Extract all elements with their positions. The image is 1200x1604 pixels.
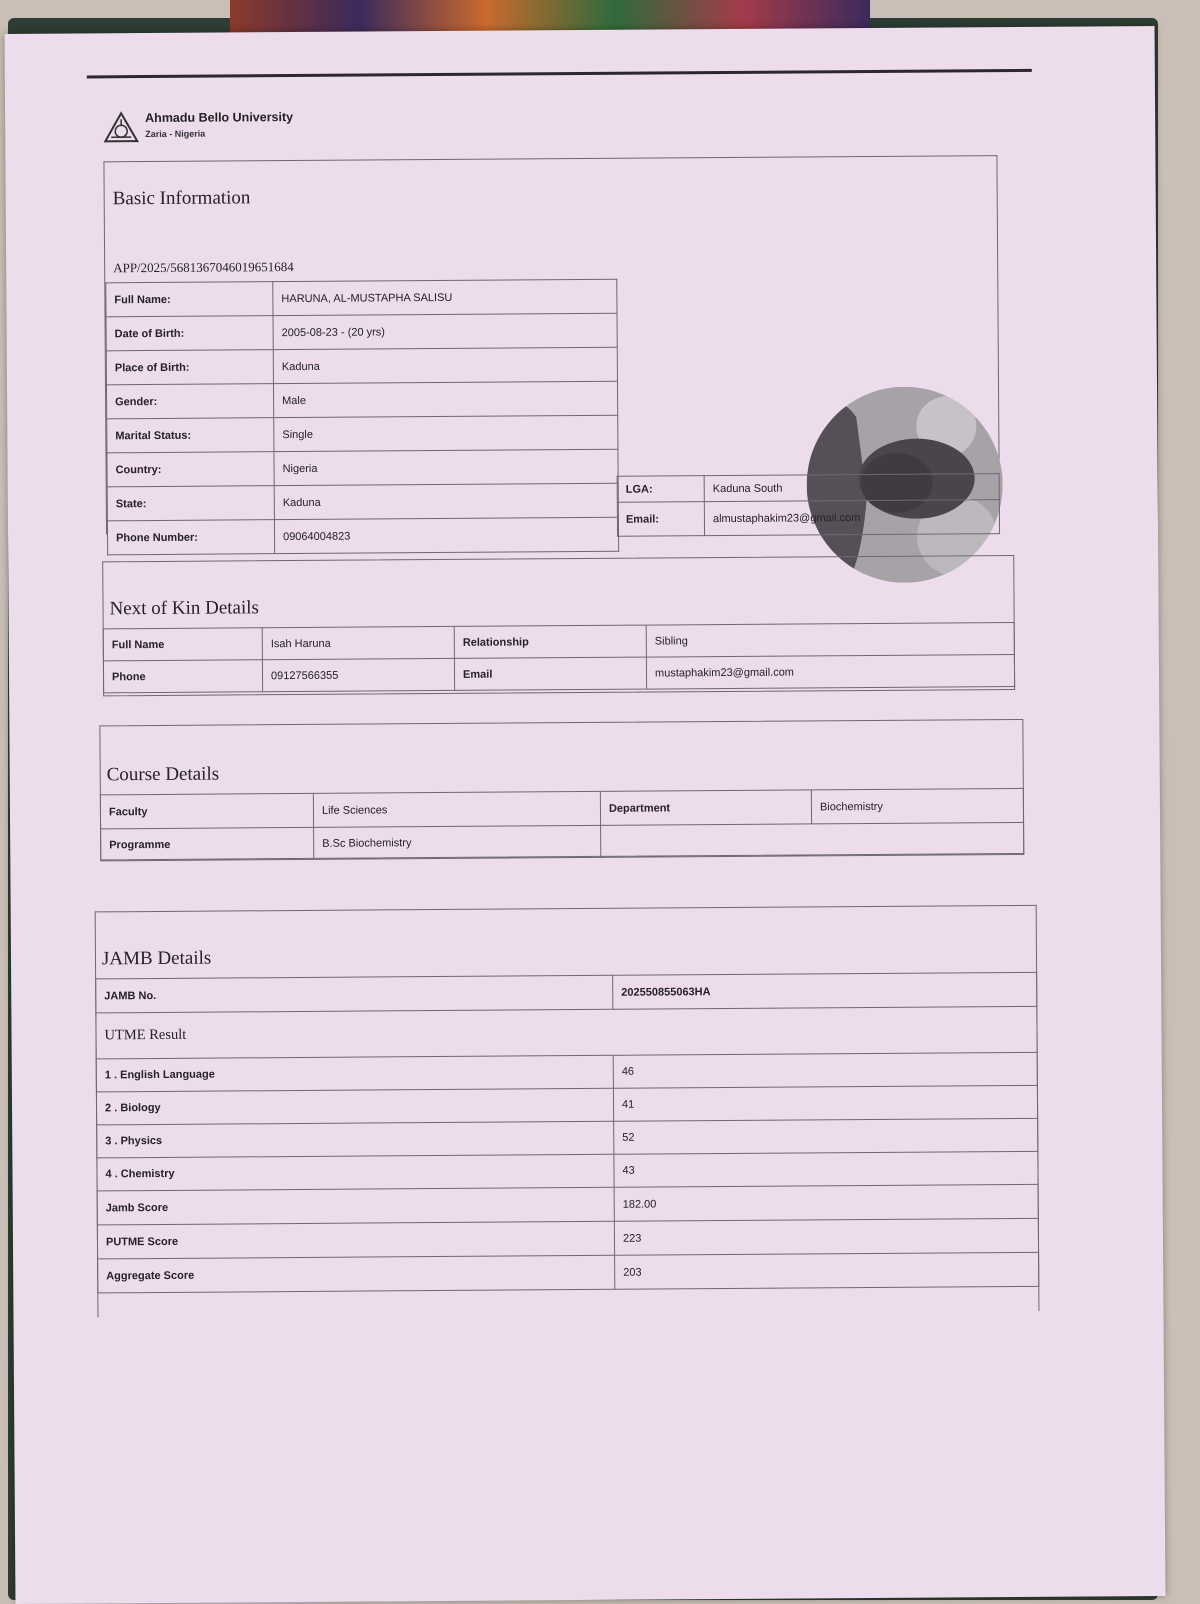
university-location: Zaria - Nigeria: [145, 129, 205, 139]
utme-subject-score: 43: [614, 1151, 1038, 1187]
basic-info-row: [107, 517, 618, 555]
jamb-details-section: [95, 905, 1040, 1318]
lga-label: LGA:: [617, 476, 704, 503]
basic-info-value: Single: [274, 415, 618, 451]
jamb-no-label: JAMB No.: [96, 975, 613, 1013]
basic-info-label: Phone Number:: [107, 520, 274, 555]
kin-relationship-label: Relationship: [454, 625, 646, 658]
basic-info-row: [107, 449, 618, 487]
faculty-value: Life Sciences: [313, 791, 600, 827]
jamb-no-value: 202550855063HA: [613, 972, 1037, 1009]
next-of-kin-table: [103, 622, 1015, 693]
basic-info-label: Full Name:: [106, 282, 273, 317]
aggregate-score-row: [98, 1252, 1039, 1293]
utme-subject-score: 46: [613, 1052, 1037, 1088]
utme-subject-label: 3 . Physics: [97, 1121, 614, 1158]
basic-info-row: [106, 313, 617, 351]
basic-info-value: Male: [273, 381, 617, 417]
course-details-table: [100, 788, 1024, 861]
basic-info-label: Date of Birth:: [106, 316, 273, 351]
email-label: Email:: [617, 502, 704, 537]
basic-information-title: Basic Information: [113, 187, 251, 210]
course-details-title: Course Details: [107, 764, 220, 787]
basic-info-value: Kaduna: [273, 347, 617, 383]
basic-info-row: [107, 483, 618, 521]
top-rule: [87, 69, 1032, 79]
programme-label: Programme: [101, 827, 314, 860]
jamb-score-value: 182.00: [614, 1184, 1038, 1221]
basic-info-value: 09064004823: [274, 517, 618, 553]
basic-info-label: State:: [107, 486, 274, 521]
basic-info-label: Gender:: [106, 384, 273, 419]
lga-email-table: [617, 473, 1000, 537]
putme-score-value: 223: [614, 1218, 1038, 1255]
utme-result-row: [96, 1006, 1037, 1059]
utme-result-label: UTME Result: [96, 1006, 1037, 1059]
utme-subject-score: 41: [613, 1085, 1037, 1121]
application-number: APP/2025/5681367046019651684: [113, 259, 294, 276]
basic-info-row: [106, 381, 617, 419]
kin-full-name: Isah Haruna: [262, 626, 454, 659]
basic-info-value: Nigeria: [274, 449, 618, 485]
university-logo-icon: [103, 111, 139, 145]
lga-row: [617, 474, 999, 503]
jamb-details-table: [95, 972, 1039, 1294]
kin-row-2: [103, 654, 1014, 692]
faculty-label: Faculty: [100, 793, 313, 828]
jamb-details-title: JAMB Details: [102, 948, 211, 971]
department-label: Department: [600, 790, 811, 825]
kin-email-label: Email: [454, 657, 646, 690]
programme-value: B.Sc Biochemistry: [314, 825, 601, 859]
basic-info-row: [107, 415, 618, 453]
basic-info-label: Marital Status:: [107, 418, 274, 453]
utme-subject-label: 4 . Chemistry: [97, 1154, 614, 1191]
utme-subject-score: 52: [614, 1118, 1038, 1154]
next-of-kin-title: Next of Kin Details: [109, 597, 258, 620]
course-row-2: [101, 822, 1024, 860]
basic-info-row: [106, 347, 617, 385]
department-value: Biochemistry: [811, 788, 1023, 823]
basic-information-section: [103, 155, 1000, 534]
kin-phone: 09127566355: [262, 658, 454, 691]
aggregate-score-value: 203: [615, 1252, 1039, 1289]
lga-value: Kaduna South: [704, 474, 999, 502]
kin-email: mustaphakim23@gmail.com: [646, 654, 1014, 689]
next-of-kin-section: [102, 555, 1015, 696]
email-row: [617, 500, 999, 537]
course-details-section: [99, 719, 1024, 860]
university-name: Ahmadu Bello University: [145, 110, 293, 125]
email-value: almustaphakim23@gmail.com: [704, 500, 999, 536]
basic-info-label: Country:: [107, 452, 274, 487]
putme-score-label: PUTME Score: [97, 1221, 614, 1259]
jamb-score-label: Jamb Score: [97, 1187, 614, 1225]
utme-subject-label: 2 . Biology: [96, 1088, 613, 1125]
basic-info-table: [105, 279, 619, 556]
basic-info-value: Kaduna: [274, 483, 618, 519]
basic-info-label: Place of Birth:: [106, 350, 273, 385]
kin-relationship: Sibling: [646, 622, 1014, 657]
basic-info-value: 2005-08-23 - (20 yrs): [273, 313, 617, 349]
aggregate-score-label: Aggregate Score: [98, 1255, 615, 1293]
kin-phone-label: Phone: [103, 660, 262, 693]
admission-form-page: [5, 26, 1166, 1604]
basic-info-value: HARUNA, AL-MUSTAPHA SALISU: [273, 279, 617, 315]
kin-full-name-label: Full Name: [103, 628, 262, 661]
basic-info-row: [106, 279, 617, 317]
utme-subject-label: 1 . English Language: [96, 1055, 613, 1092]
course-empty-cell: [601, 822, 1024, 857]
